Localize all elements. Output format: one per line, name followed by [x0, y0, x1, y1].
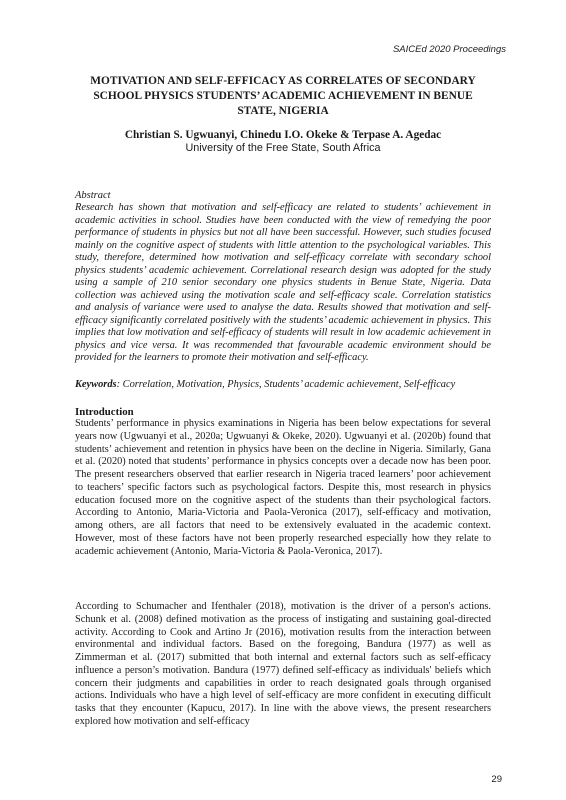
author-affiliation: University of the Free State, South Africa: [185, 142, 381, 154]
page-number: 29: [491, 774, 502, 785]
proceedings-header: SAICEd 2020 Proceedings: [392, 44, 506, 55]
paper-title: MOTIVATION AND SELF-EFFICACY AS CORRELATES OF SECONDARY SCHOOL PHYSICS STUDENTS’ ACADEMIC ACHIEVEMENT IN BENUE STATE, NIGERIA: [90, 75, 476, 117]
keywords-line: [75, 379, 495, 392]
abstract-heading: Abstract: [75, 190, 111, 201]
abstract-body: Research has shown that motivation and self-efficacy are related to students’ achievement in academic activities in school. Studies have been conducted with the view of remedying the poor performance of students in physics but not all have been successful. However, such studies focused mainly on the cognitive aspect of students with little attention to the psychological variables. This study, therefore, determined how motivation and self-efficacy correlate with secondary school physics students’ academic achievement. Correlational research design was adopted for the study using a sample of 210 senior secondary one physics students in Benue State, Nigeria. Data collection was achieved using the motivation scale and self-efficacy scale. Correlation statistics and analysis of variance were used to analyse the data. Results showed that motivation and self-efficacy significantly correlated positively with the students’ academic achievement in physics. This implies that low motivation and self-efficacy of students will result in low academic achievement in physics and vice versa. It was recommended that favourable academic environment should be provided for the learners to promote their motivation and self-efficacy.: [75, 202, 491, 363]
introduction-paragraph-2: According to Schumacher and Ifenthaler (2018), motivation is the driver of a person's actions. Schunk et al. (2008) defined motivation as the process of instigating and sustaining goal-directed activity. According to Cook and Artino Jr (2016), motivation results from the interaction between environmental and individual factors. Based on the foregoing, Bandura (1977) as well as Zimmerman et al. (2017) submitted that both internal and external factors such as self-efficacy influence a person’s motivation. Bandura (1977) defined self-efficacy as individuals' beliefs which concern their judgments and capabilities in order to reach designated goals through organised actions. Individuals who have a high level of self-efficacy are more confident in executing difficult tasks that they encounter (Kapucu, 2017). In line with the above views, the present researchers explored how motivation and self-efficacy: [75, 601, 491, 727]
author-list: Christian S. Ugwuanyi, Chinedu I.O. Okeke & Terpase A. Agedac: [124, 129, 442, 141]
keywords-label: Keywords: [75, 379, 117, 390]
introduction-heading: Introduction: [75, 406, 134, 418]
keywords-text: : Correlation, Motivation, Physics, Students’ academic achievement, Self-efficacy: [116, 379, 456, 390]
introduction-paragraph-1: Students’ performance in physics examinations in Nigeria has been below expectations for several years now (Ugwuanyi et al., 2020a; Ugwuanyi & Okeke, 2020). Ugwuanyi et al. (2020b) found that students’ achievement and retention in physics have been on the decline in Nigeria. Similarly, Gana et al. (2020) noted that students’ performance in physics concepts over a decade now has been poor. The present researchers observed that earlier research in Nigeria traced learners’ poor achievement to teachers’ specific factors such as psychological factors. Despite this, most research in physics education focused more on the cognitive aspect of the students than their psychological factors. According to Antonio, Maria-Victoria and Paola-Veronica (2017), self-efficacy and motivation, among others, are all factors that need to be extensively evaluated in the academic context. However, most of these factors have not been properly researched especially how they relate to academic achievement (Antonio, Maria-Victoria & Paola-Veronica, 2017).: [75, 418, 491, 557]
